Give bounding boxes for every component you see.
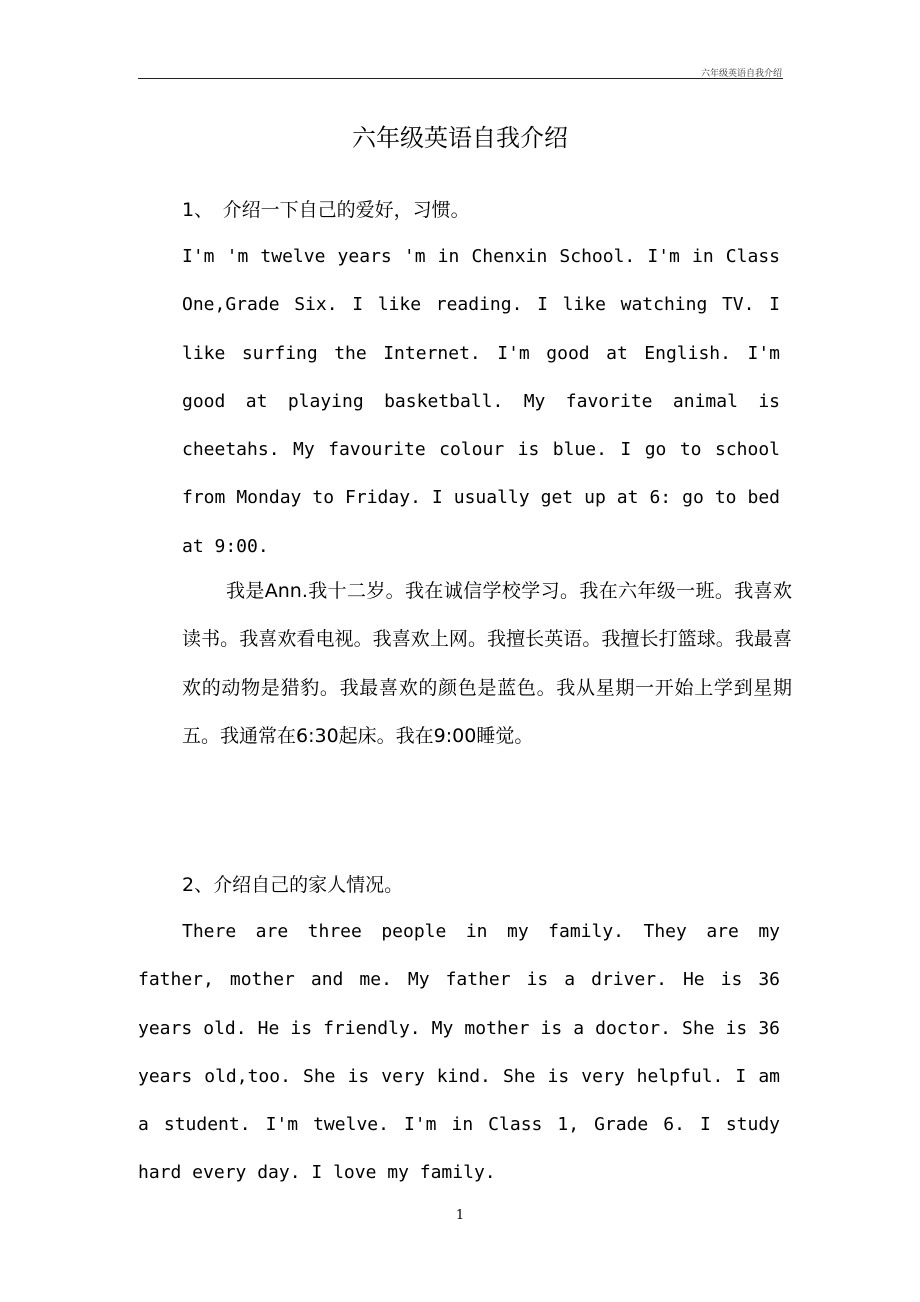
section-2-heading: 2、介绍自己的家人情况。 [182,874,404,896]
section-1-english-paragraph: I'm 'm twelve years 'm in Chenxin School. I'm in Class One,Grade Six. I like reading. I like watching TV. I like surfing the Internet. I'm good at English. I'm good at playing basketball. My favorite animal is cheetahs. My favourite colour is blue. I go to school from Monday to Friday. I usually get up at 6: go to bed at 9:00. [182,246,780,557]
header-rule [138,78,783,79]
running-header: 六年级英语自我介绍 [700,69,782,79]
section-1-chinese-paragraph: 我是Ann.我十二岁。我在诚信学校学习。我在六年级一班。我喜欢读书。我喜欢看电视。我喜欢上网。我擅长英语。我擅长打篮球。我最喜欢的动物是猎豹。我最喜欢的颜色是蓝色。我从星期一开始上学到星期五。我通常在6:30起床。我在9:00睡觉。 [182,580,792,747]
section-1-heading: 1、 介绍一下自己的爱好，习惯。 [182,199,470,221]
page-number: 1 [455,1208,465,1223]
document-title: 六年级英语自我介绍 [352,124,568,152]
section-2-english-paragraph: There are three people in my family. They are my father, mother and me. My father is a driver. He is 36 years old. He is friendly. My mother is a doctor. She is 36 years old,too. She is very kind. She is very helpful. I am a student. I'm twelve. I'm in Class 1, Grade 6. I study hard every day. I love my family. [138,921,780,1184]
